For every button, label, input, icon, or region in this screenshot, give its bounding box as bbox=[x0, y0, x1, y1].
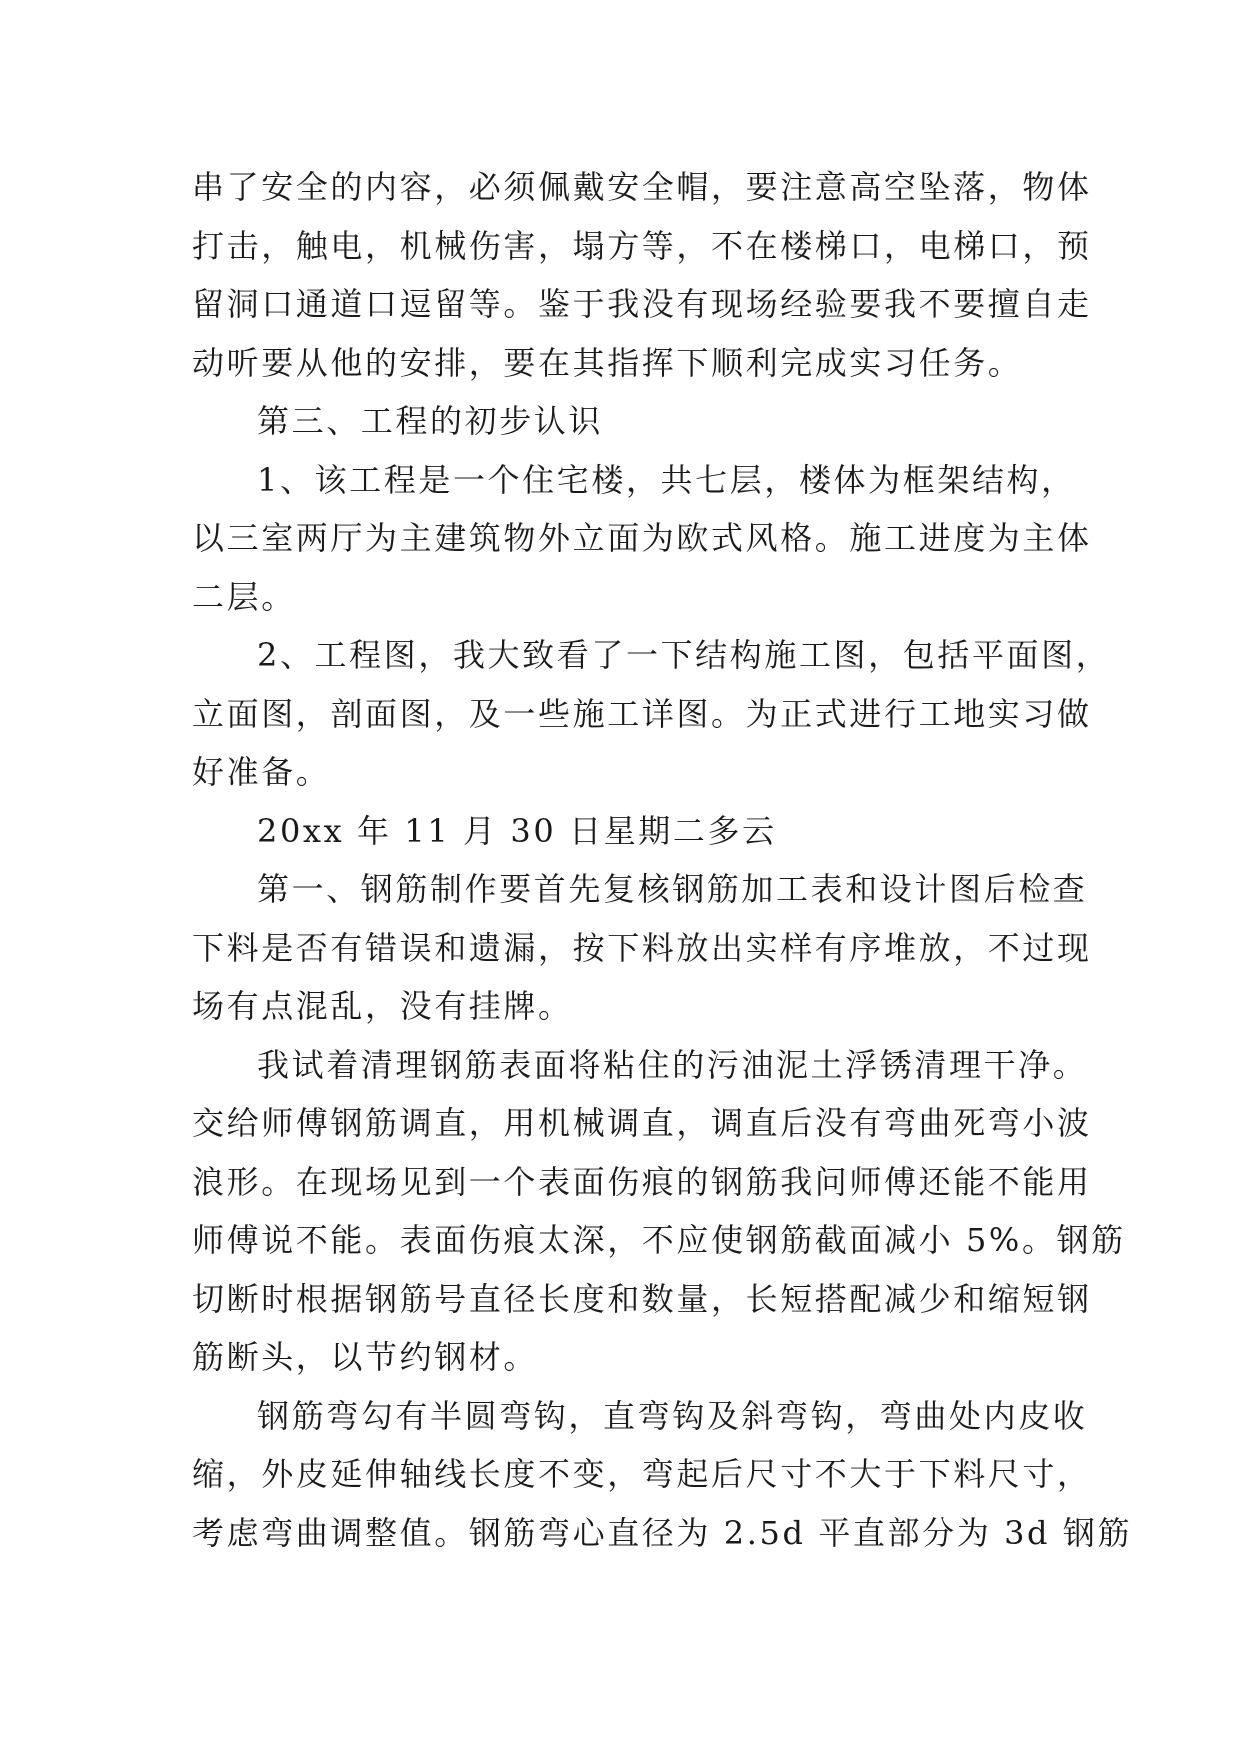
text-line: 动听要从他的安排，要在其指挥下顺利完成实习任务。 bbox=[192, 343, 1023, 382]
text-line: 好准备。 bbox=[192, 753, 331, 791]
text-line: 交给师傅钢筋调直，用机械调直，调直后没有弯曲死弯小波 bbox=[192, 1104, 1092, 1142]
text-line: 我试着清理钢筋表面将粘住的污油泥土浮锈清理干净。 bbox=[257, 1045, 1088, 1084]
text-line: 打击，触电，机械伤害，塌方等，不在楼梯口，电梯口，预 bbox=[192, 226, 1092, 265]
text-line: 考虑弯曲调整值。钢筋弯心直径为 2.5d 平直部分为 3d 钢筋 bbox=[192, 1513, 1133, 1552]
text-line: 1、该工程是一个住宅楼，共七层，楼体为框架结构， bbox=[257, 460, 1076, 499]
text-line: 切断时根据钢筋号直径长度和数量，长短搭配减少和缩短钢 bbox=[192, 1279, 1092, 1318]
text-line: 二层。 bbox=[192, 577, 296, 616]
date-heading: 20xx 年 11 月 30 日星期二多云 bbox=[257, 811, 777, 850]
text-line: 缩，外皮延伸轴线长度不变，弯起后尺寸不大于下料尺寸， bbox=[192, 1455, 1092, 1493]
text-line: 筋断头，以节约钢材。 bbox=[192, 1338, 539, 1376]
text-line: 2、工程图，我大致看了一下结构施工图，包括平面图， bbox=[257, 636, 1111, 674]
text-line: 以三室两厅为主建筑物外立面为欧式风格。施工进度为主体 bbox=[192, 519, 1092, 557]
text-line: 留洞口通道口逗留等。鉴于我没有现场经验要我不要擅自走 bbox=[192, 285, 1092, 323]
text-line: 师傅说不能。表面伤痕太深，不应使钢筋截面减小 5%。钢筋 bbox=[192, 1221, 1126, 1259]
text-line: 第一、钢筋制作要首先复核钢筋加工表和设计图后检查 bbox=[257, 870, 1088, 908]
text-line: 下料是否有错误和遗漏，按下料放出实样有序堆放，不过现 bbox=[192, 928, 1092, 967]
text-line: 串了安全的内容，必须佩戴安全帽，要注意高空坠落，物体 bbox=[192, 168, 1092, 206]
text-line: 浪形。在现场见到一个表面伤痕的钢筋我问师傅还能不能用 bbox=[192, 1162, 1092, 1201]
document-body bbox=[192, 158, 1133, 1562]
section-heading: 第三、工程的初步认识 bbox=[257, 402, 604, 440]
text-line: 立面图，剖面图，及一些施工详图。为正式进行工地实习做 bbox=[192, 694, 1092, 733]
text-line: 钢筋弯勾有半圆弯钩，直弯钩及斜弯钩，弯曲处内皮收 bbox=[257, 1396, 1088, 1435]
text-line: 场有点混乱，没有挂牌。 bbox=[192, 987, 573, 1025]
